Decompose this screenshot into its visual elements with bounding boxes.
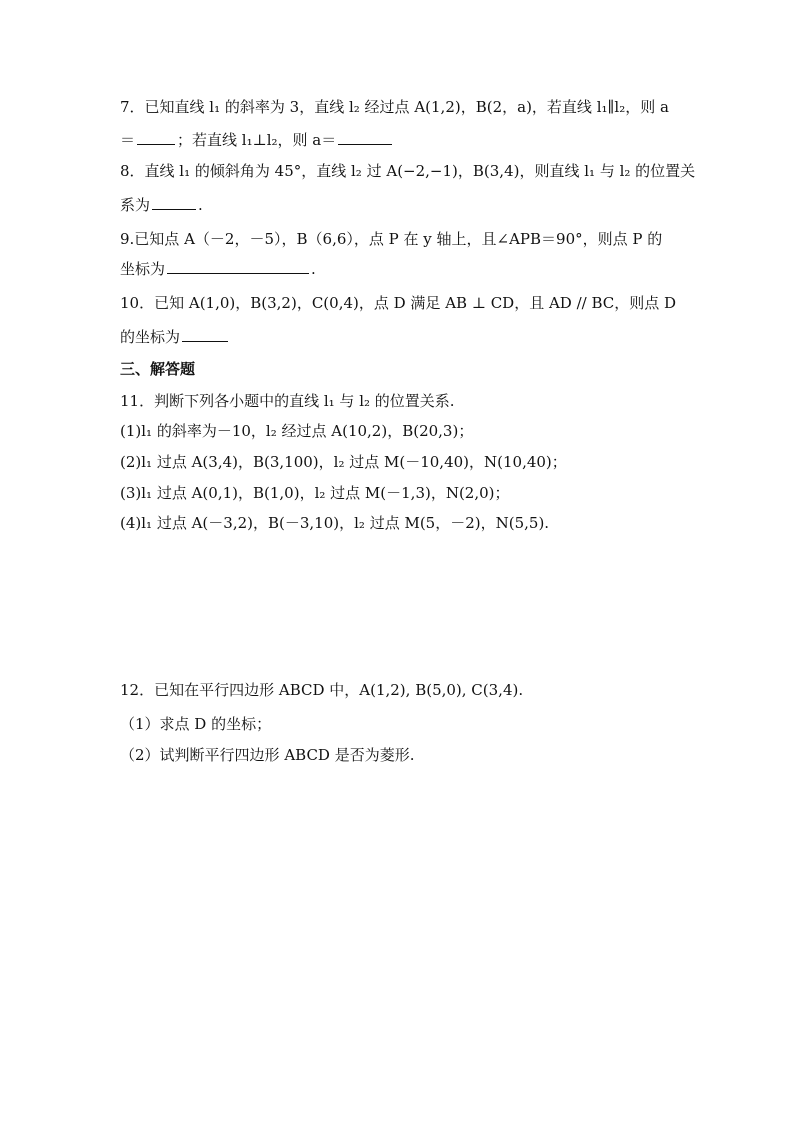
q10-text-2: 的坐标为 — [120, 328, 181, 346]
q7-text-1: 7．已知直线 l₁ 的斜率为 3，直线 l₂ 经过点 A(1,2)，B(2，a)，若直线 l₁∥l₂，则 a — [120, 98, 669, 116]
q8-text-end: . — [198, 196, 203, 214]
q11-stem: 11．判断下列各小题中的直线 l₁ 与 l₂ 的位置关系. — [120, 392, 455, 410]
q11-part-2: (2)l₁ 过点 A(3,4)，B(3,100)，l₂ 过点 M(－10,40)，N(10,40)； — [120, 453, 567, 471]
q10-line2 — [120, 326, 680, 348]
q10-line1 — [120, 292, 680, 314]
q7-line2 — [120, 129, 680, 151]
q12-stem: 12．已知在平行四边形 ABCD 中，A(1,2), B(5,0), C(3,4). — [120, 681, 524, 699]
q10-text-1: 10．已知 A(1,0)，B(3,2)，C(0,4)，点 D 满足 AB ⊥ CD，且 AD // BC，则点 D — [120, 294, 677, 312]
q7-blank-2 — [338, 129, 392, 145]
q12-part-1: （1）求点 D 的坐标； — [120, 715, 272, 733]
q10-blank — [182, 326, 228, 342]
q8-text-1: 8．直线 l₁ 的倾斜角为 45°，直线 l₂ 过 A(−2,−1)，B(3,4)，则直线 l₁ 与 l₂ 的位置关 — [120, 162, 696, 180]
q11-part-1: (1)l₁ 的斜率为－10，l₂ 经过点 A(10,2)，B(20,3)； — [120, 422, 474, 440]
q8-blank — [152, 194, 196, 210]
q9-line1 — [120, 228, 680, 250]
q7-blank-1 — [137, 129, 175, 145]
q9-text-1: 9.已知点 A（－2，－5），B（6,6），点 P 在 y 轴上，且∠APB＝90°，则点 P 的 — [120, 230, 663, 248]
q8-text-2: 系为 — [120, 196, 151, 214]
q9-text-end: . — [311, 260, 316, 278]
q9-line2 — [120, 258, 680, 280]
q7-text-2b: ；若直线 l₁⊥l₂，则 a＝ — [177, 131, 337, 149]
q12-part-2: （2）试判断平行四边形 ABCD 是否为菱形. — [120, 746, 415, 764]
q7-text-2a: ＝ — [120, 131, 136, 149]
q11-part-4: (4)l₁ 过点 A(－3,2)，B(－3,10)，l₂ 过点 M(5，－2)，N(5,5). — [120, 514, 550, 532]
section-heading: 三、解答题 — [120, 360, 196, 378]
q9-text-2: 坐标为 — [120, 260, 166, 278]
q7-line1 — [120, 96, 680, 118]
q11-part-3: (3)l₁ 过点 A(0,1)，B(1,0)，l₂ 过点 M(－1,3)，N(2,0)； — [120, 484, 510, 502]
q8-line1 — [120, 160, 696, 182]
q8-line2 — [120, 194, 680, 216]
q9-blank — [167, 258, 309, 274]
